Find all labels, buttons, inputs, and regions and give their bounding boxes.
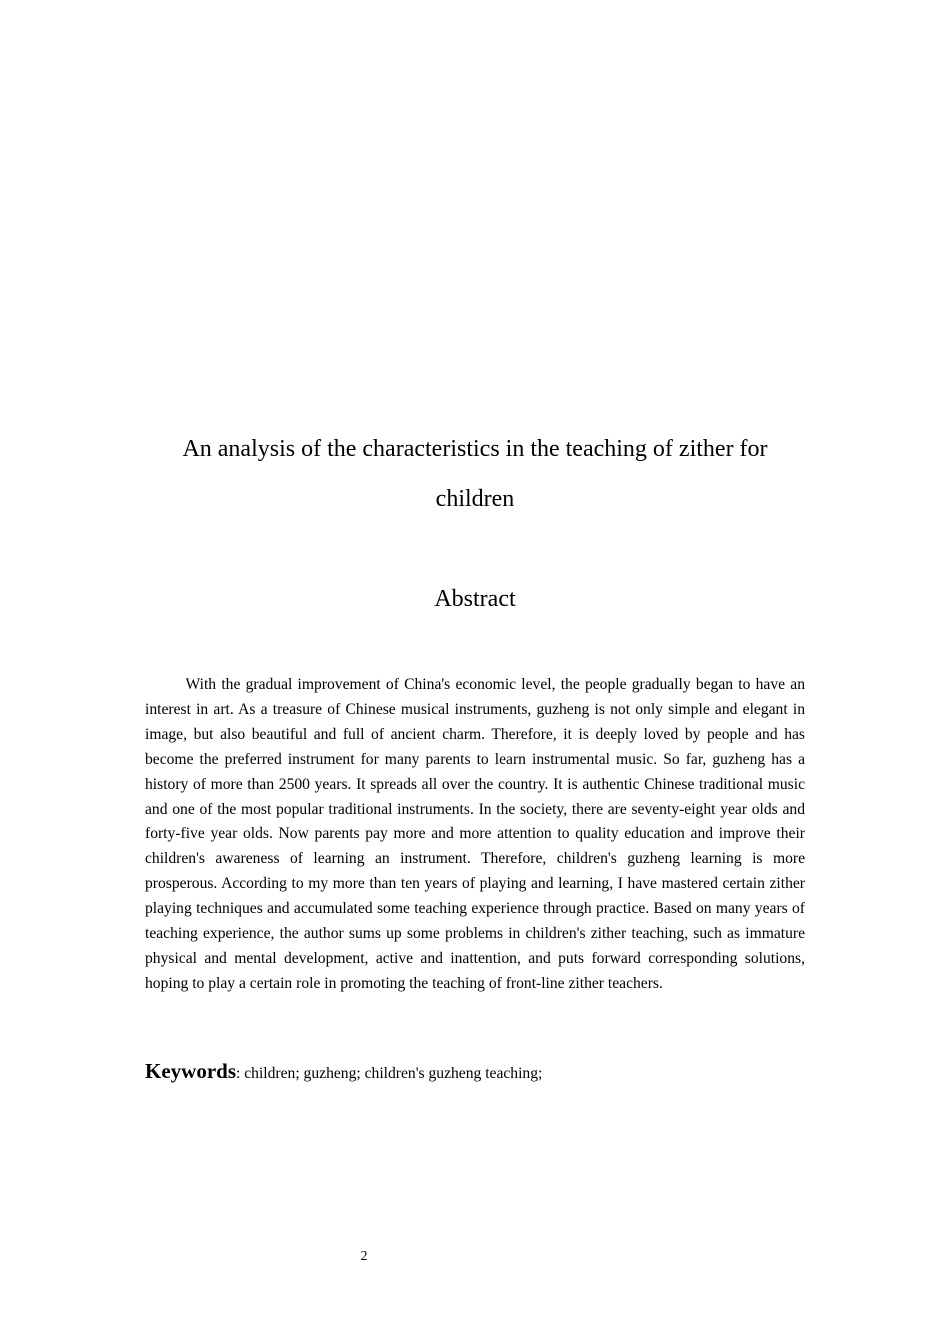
paper-title-line-2: children [435, 486, 515, 512]
paper-title-line-1: An analysis of the characteristics in the teaching of zither for [182, 436, 768, 462]
paper-title [145, 424, 805, 524]
page-number: 2 [360, 1249, 368, 1264]
abstract-heading: Abstract [434, 586, 516, 612]
keywords-list: : children; guzheng; children's guzheng teaching; [236, 1065, 543, 1082]
abstract-body: With the gradual improvement of China's economic level, the people gradually began to have an interest in art. As a treasure of Chinese musical instruments, guzheng is not only simple and elegant in image, but also beautiful and full of ancient charm. Therefore, it is deeply loved by people and has become the preferred instrument for many parents to learn instrumental music. So far, guzheng has a history of more than 2500 years. It spreads all over the country. It is authentic Chinese traditional music and one of the most popular traditional instruments. In the society, there are seventy-eight year olds and forty-five year olds. Now parents pay more and more attention to quality education and improve their children's awareness of learning an instrument. Therefore, children's guzheng learning is more prosperous. According to my more than ten years of playing and learning, I have mastered certain zither playing techniques and accumulated some teaching experience through practice. Based on many years of teaching experience, the author sums up some problems in children's zither teaching, such as immature physical and mental development, active and inattention, and puts forward corresponding solutions, hoping to play a certain role in promoting the teaching of front-line zither teachers. [145, 676, 805, 992]
keywords-line [145, 1056, 805, 1089]
keywords-label: Keywords [145, 1059, 236, 1083]
